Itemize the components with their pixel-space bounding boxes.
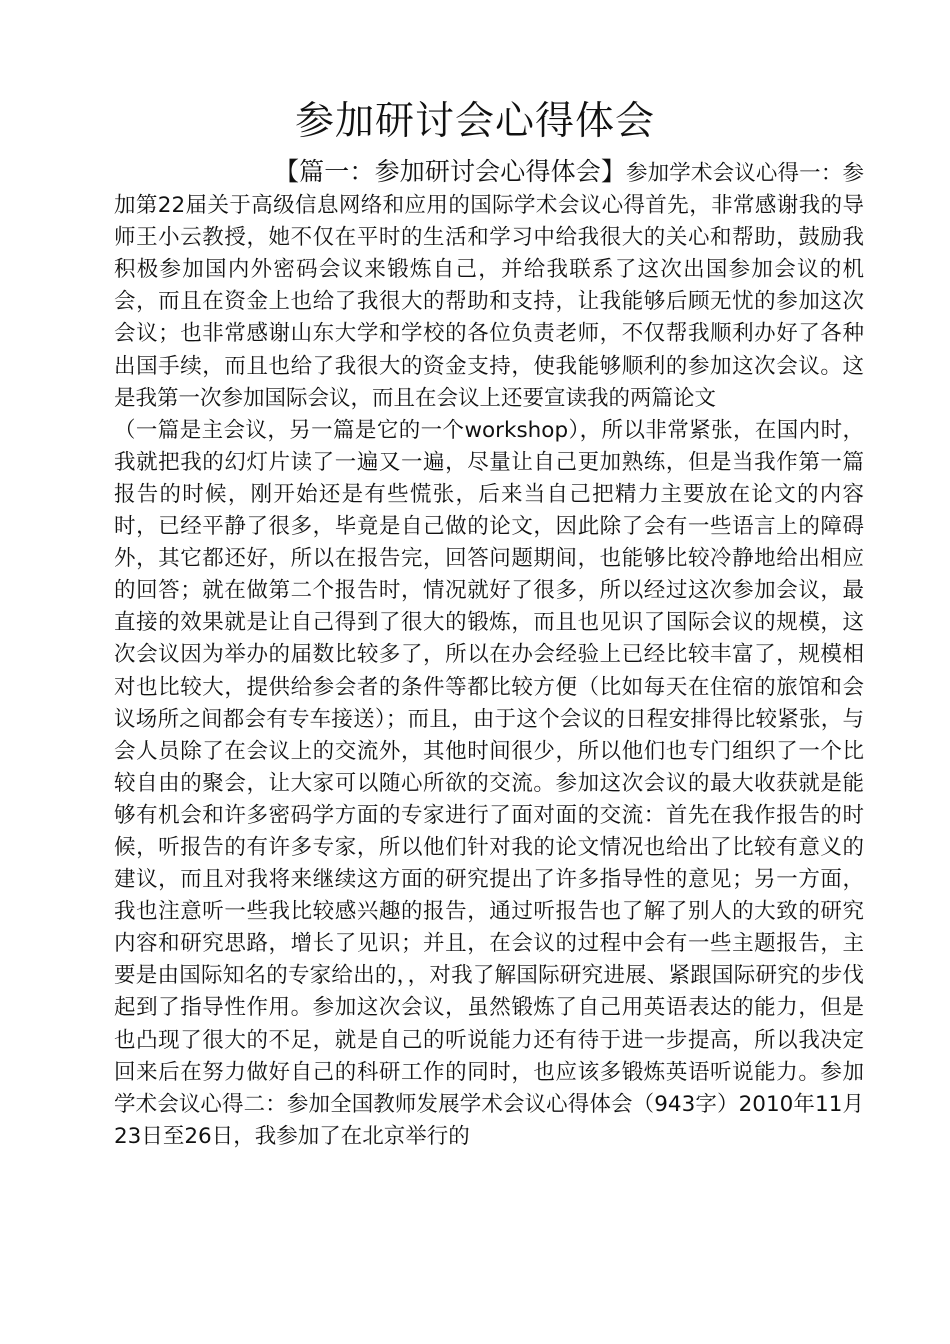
subheading: 参加学术会议心得 bbox=[626, 161, 800, 186]
paragraph-2: （一篇是主会议，另一篇是它的一个workshop），所以非常紧张，在国内时，我就把我的幻灯片读了一遍又一遍，尽量让自己更加熟练，但是当我作第一篇报告的时候，刚开始还是有些慌张，后来当自己把精力主要放在论文的内容时，已经平静了很多，毕竟是自己做的论文，因此除了会有一些语言上的障碍外，其它都还好，所以在报告完，回答问题期间，也能够比较冷静地给出相应的回答；就在做第二个报告时，情况就好了很多，所以经过这次参加会议，最直接的效果就是让自己得到了很大的锻炼，而且也见识了国际会议的规模，这次会议因为举办的届数比较多了，所以在办会经验上已经比较丰富了，规模相对也比较大，提供给参会者的条件等都比较方便（比如每天在住宿的旅馆和会议场所之间都会有专车接送）；而且，由于这个会议的日程安排得比较紧张，与会人员除了在会议上的交流外，其他时间很少，所以他们也专门组织了一个比较自由的聚会，让大家可以随心所欲的交流。参加这次会议的最大收获就是能够有机会和许多密码学方面的专家进行了面对面的交流：首先在我作报告的时候，听报告的有许多专家，所以他们针对我的论文情况也给出了比较有意义的建议，而且对我将来继续这方面的研究提出了许多指导性的意见；另一方面，我也注意听一些我比较感兴趣的报告，通过听报告也了解了别人的大致的研究内容和研究思路，增长了见识；并且，在会议的过程中会有一些主题报告，主要是由国际知名的专家给出的，，对我了解国际研究进展、紧跟国际研究的步伐起到了指导性作用。参加这次会议，虽然锻炼了自己用英语表达的能力，但是也凸现了很大的不足，就是自己的听说能力还有待于进一步提高，所以我决定回来后在努力做好自己的科研工作的同时，也应该多锻炼英语听说能力。参加学术会议心得二：参加全国教师发展学术会议心得体会（943字）2010年11月23日至26日，我参加了在北京举行的 bbox=[114, 417, 864, 1149]
document-body bbox=[114, 156, 864, 1153]
document-title: 参加研讨会心得体会 bbox=[294, 99, 655, 144]
paragraph-1: 一：参加第22届关于高级信息网络和应用的国际学术会议心得首先，非常感谢我的导师王小云教授，她不仅在平时的生活和学习中给我很大的关心和帮助，鼓励我积极参加国内外密码会议来锻炼自己，并给我联系了这次出国参加会议的机会，而且在资金上也给了我很大的帮助和支持，让我能够后顾无忧的参加这次会议；也非常感谢山东大学和学校的各位负责老师，不仅帮我顺利办好了各种出国手续，而且也给了我很大的资金支持，使我能够顺利的参加这次会议。这是我第一次参加国际会议，而且在会议上还要宣读我的两篇论文 bbox=[114, 161, 864, 411]
section-heading: 【篇一：参加研讨会心得体会】 bbox=[274, 157, 627, 186]
